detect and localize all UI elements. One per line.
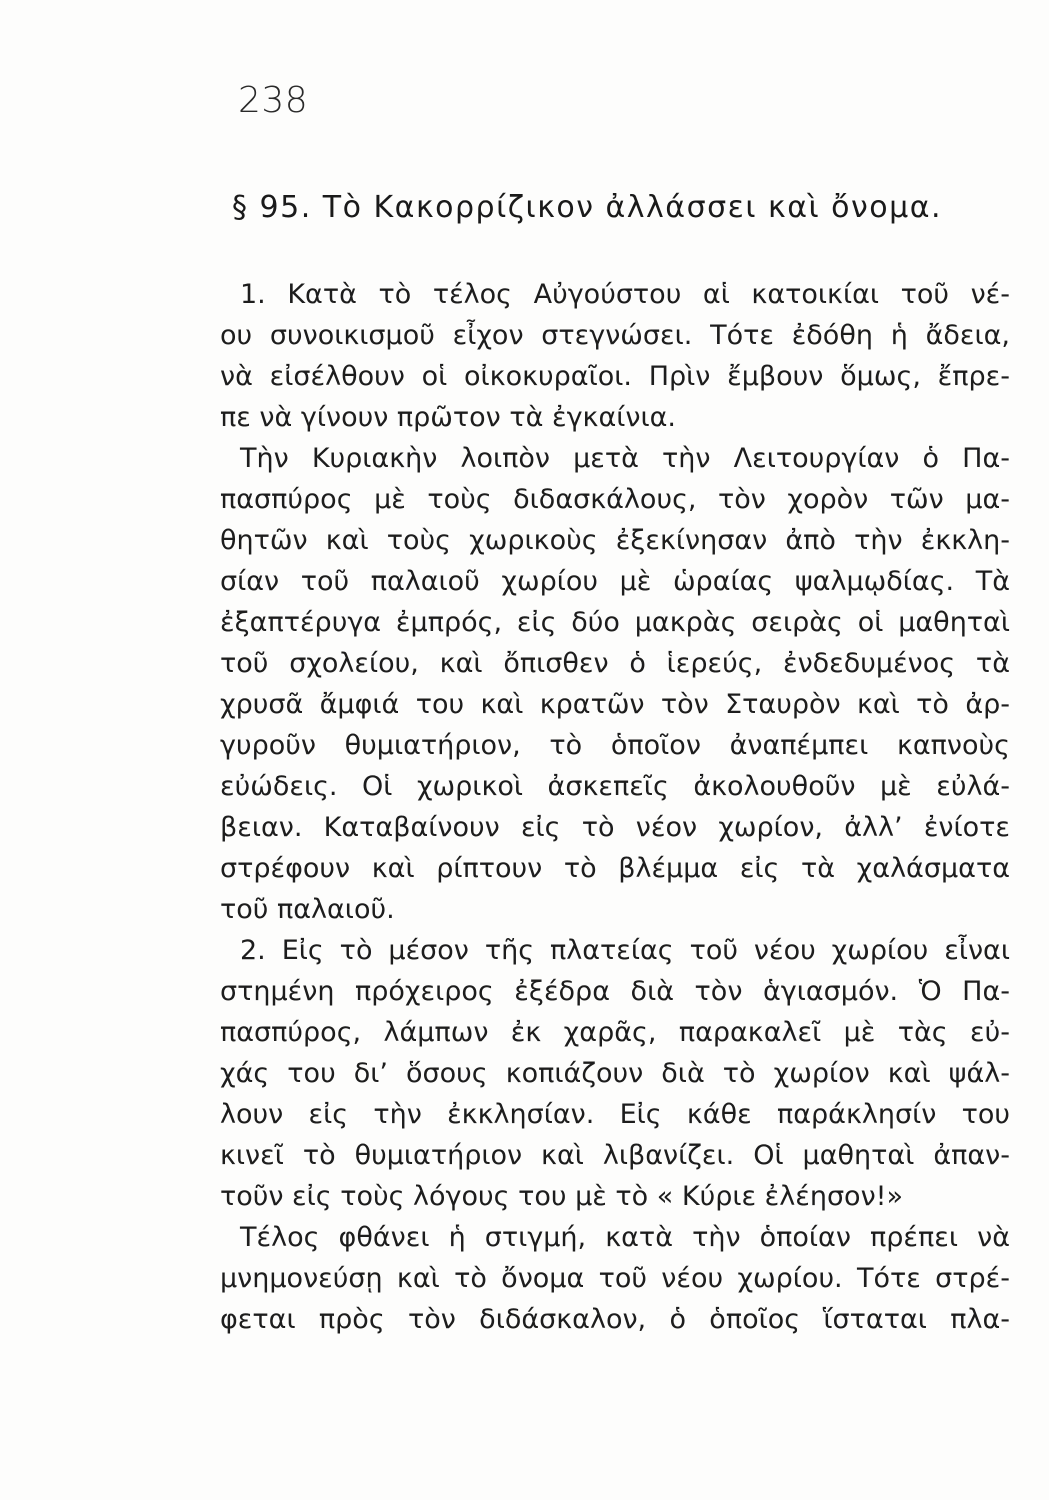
text-line: πασπύρος, λάμπων ἐκ χαρᾶς, παρακαλεῖ μὲ τὰς εὐ- (220, 1017, 1010, 1048)
text-line: 2. Εἰς τὸ μέσον τῆς πλατείας τοῦ νέου χωρίου εἶναι (240, 935, 1010, 966)
text-line: μνημονεύσῃ καὶ τὸ ὄνομα τοῦ νέου χωρίου. Τότε στρέ- (220, 1263, 1010, 1294)
text-line: πασπύρος μὲ τοὺς διδασκάλους, τὸν χορὸν τῶν μα- (220, 484, 1010, 515)
text-line: πε νὰ γίνουν πρῶτον τὰ ἐγκαίνια. (220, 402, 676, 433)
text-line: χρυσᾶ ἄμφιά του καὶ κρατῶν τὸν Σταυρὸν καὶ τὸ ἀρ- (220, 689, 1010, 720)
text-line: κινεῖ τὸ θυμιατήριον καὶ λιβανίζει. Οἱ μαθηταὶ ἀπαν- (220, 1140, 1010, 1171)
text-line: χάς του δι’ ὅσους κοπιάζουν διὰ τὸ χωρίον καὶ ψάλ- (220, 1058, 1010, 1089)
section-heading: § 95. Τὸ Κακορρίζικον ἀλλάσσει καὶ ὄνομα. (232, 190, 943, 225)
text-line: στημένη πρόχειρος ἐξέδρα διὰ τὸν ἁγιασμόν. Ὁ Πα- (220, 976, 1010, 1007)
text-line: Τὴν Κυριακὴν λοιπὸν μετὰ τὴν Λειτουργίαν ὁ Πα- (240, 443, 1010, 474)
text-line: ἐξαπτέρυγα ἐμπρός, εἰς δύο μακρὰς σειρὰς οἱ μαθηταὶ (220, 607, 1010, 638)
text-line: Τέλος φθάνει ἡ στιγμή, κατὰ τὴν ὁποίαν πρέπει νὰ (240, 1222, 1010, 1253)
text-line: 1. Κατὰ τὸ τέλος Αὐγούστου αἱ κατοικίαι τοῦ νέ- (240, 279, 1010, 310)
text-line: βειαν. Καταβαίνουν εἰς τὸ νέον χωρίον, ἀλλ’ ἐνίοτε (220, 812, 1010, 843)
text-line: ου συνοικισμοῦ εἶχον στεγνώσει. Τότε ἐδόθη ἡ ἄδεια, (220, 320, 1010, 351)
text-line: γυροῦν θυμιατήριον, τὸ ὁποῖον ἀναπέμπει καπνοὺς (220, 730, 1010, 761)
text-line: τοῦ παλαιοῦ. (220, 894, 395, 925)
text-line: θητῶν καὶ τοὺς χωρικοὺς ἐξεκίνησαν ἀπὸ τὴν ἐκκλη- (220, 525, 1010, 556)
page-number: 238 (238, 80, 309, 121)
text-line: τοῦ σχολείου, καὶ ὄπισθεν ὁ ἱερεύς, ἐνδεδυμένος τὰ (220, 648, 1010, 679)
text-line: φεται πρὸς τὸν διδάσκαλον, ὁ ὁποῖος ἵσταται πλα- (220, 1304, 1010, 1335)
text-line: σίαν τοῦ παλαιοῦ χωρίου μὲ ὡραίας ψαλμῳδίας. Τὰ (220, 566, 1010, 597)
text-line: νὰ εἰσέλθουν οἱ οἰκοκυραῖοι. Πρὶν ἔμβουν ὅμως, ἔπρε- (220, 361, 1010, 392)
text-line: τοῦν εἰς τοὺς λόγους του μὲ τὸ « Κύριε ἐλέησον!» (220, 1181, 904, 1212)
text-line: εὐώδεις. Οἱ χωρικοὶ ἀσκεπεῖς ἀκολουθοῦν μὲ εὐλά- (220, 771, 1010, 802)
text-line: στρέφουν καὶ ρίπτουν τὸ βλέμμα εἰς τὰ χαλάσματα (220, 853, 1010, 884)
body-text (220, 274, 1010, 1340)
text-line: λουν εἰς τὴν ἐκκλησίαν. Εἰς κάθε παράκλησίν του (220, 1099, 1010, 1130)
